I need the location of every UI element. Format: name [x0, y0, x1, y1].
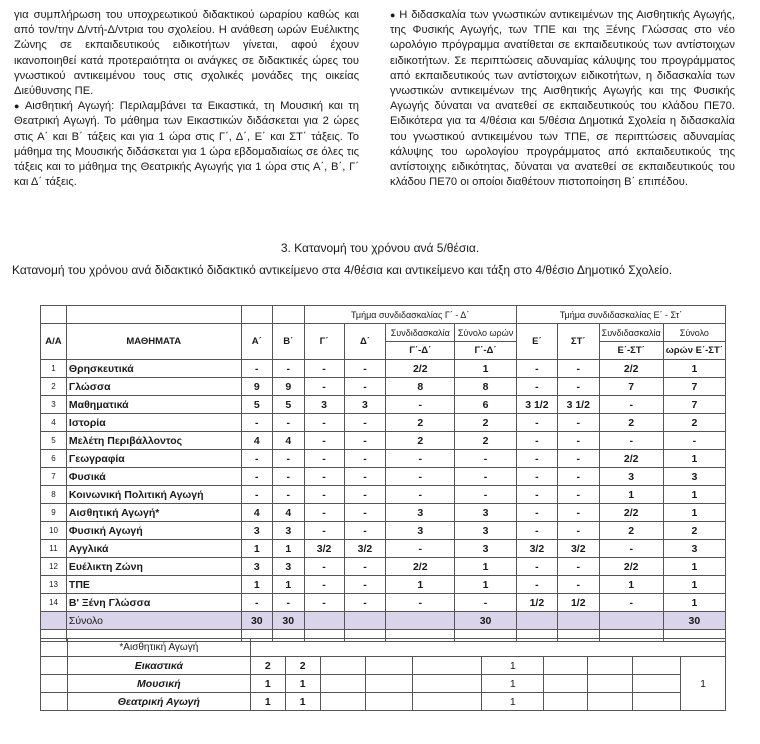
hours-cell: 2	[386, 432, 455, 450]
subject-name: ΤΠΕ	[66, 576, 241, 594]
hours-cell: 7	[599, 378, 663, 396]
hours-cell: -	[344, 576, 386, 594]
hours-cell: 4	[273, 504, 304, 522]
hours-cell: 3	[344, 396, 386, 414]
subject-name: Αισθητική Αγωγή*	[66, 504, 241, 522]
hours-cell: -	[273, 360, 304, 378]
hours-cell: 3	[455, 540, 517, 558]
hours-cell: 1	[663, 558, 725, 576]
art-sum: 1	[482, 657, 544, 675]
total-est: 30	[663, 612, 725, 630]
header-b: Β΄	[273, 324, 304, 360]
header-d: Δ΄	[344, 324, 386, 360]
hours-cell: 8	[386, 378, 455, 396]
hours-cell: 2/2	[599, 504, 663, 522]
table-body	[41, 360, 726, 612]
subject-name: Β' Ξένη Γλώσσα	[66, 594, 241, 612]
art-a: 1	[250, 693, 285, 711]
row-number: 6	[41, 450, 67, 468]
header-g: Γ΄	[304, 324, 344, 360]
hours-cell: -	[344, 378, 386, 396]
hours-cell: 3/2	[516, 540, 557, 558]
hours-cell: 1	[455, 558, 517, 576]
row-number: 3	[41, 396, 67, 414]
hours-cell: 3	[663, 468, 725, 486]
hours-cell: 1/2	[516, 594, 557, 612]
row-number: 14	[41, 594, 67, 612]
hours-cell: -	[304, 468, 344, 486]
hours-cell: -	[557, 486, 599, 504]
hours-cell: 3	[241, 522, 272, 540]
header-e: Ε΄	[516, 324, 557, 360]
hours-cell: -	[557, 360, 599, 378]
hours-cell: -	[599, 396, 663, 414]
subject-name: Μαθηματικά	[66, 396, 241, 414]
hours-cell: 2/2	[386, 558, 455, 576]
hours-cell: -	[273, 594, 304, 612]
hours-cell: -	[455, 468, 517, 486]
hours-cell: -	[386, 540, 455, 558]
hours-cell: -	[599, 594, 663, 612]
subject-name: Γεωγραφία	[66, 450, 241, 468]
hours-cell: 1	[273, 540, 304, 558]
art-label: Εικαστικά	[67, 657, 250, 675]
art-b: 1	[285, 693, 320, 711]
hours-cell: 4	[241, 504, 272, 522]
hours-cell: 2/2	[599, 558, 663, 576]
table-row	[41, 558, 726, 576]
header-sum2-top: Σύνολο	[663, 324, 725, 342]
row-number: 10	[41, 522, 67, 540]
subheader-row	[41, 324, 726, 342]
art-b: 2	[285, 657, 320, 675]
hours-cell: 1	[663, 486, 725, 504]
hours-cell: 3 1/2	[557, 396, 599, 414]
table-row	[41, 450, 726, 468]
right-paragraph-1	[390, 8, 735, 190]
row-number: 12	[41, 558, 67, 576]
hours-cell: 3	[455, 504, 517, 522]
hours-cell: 6	[455, 396, 517, 414]
hours-cell: -	[273, 468, 304, 486]
time-allocation-table	[40, 305, 726, 642]
hours-cell: -	[557, 558, 599, 576]
hours-cell: 2	[663, 522, 725, 540]
hours-cell: -	[304, 414, 344, 432]
hours-cell: 3/2	[557, 540, 599, 558]
hours-cell: -	[344, 522, 386, 540]
hours-cell: -	[344, 468, 386, 486]
hours-cell: 5	[241, 396, 272, 414]
table-row	[41, 432, 726, 450]
row-number: 5	[41, 432, 67, 450]
hours-cell: -	[386, 468, 455, 486]
hours-cell: -	[273, 486, 304, 504]
hours-cell: -	[304, 378, 344, 396]
left-paragraph-2	[14, 99, 359, 190]
hours-cell: -	[516, 432, 557, 450]
total-a: 30	[241, 612, 272, 630]
hours-cell: -	[304, 558, 344, 576]
total-label: Σύνολο	[66, 612, 241, 630]
hours-cell: -	[304, 576, 344, 594]
header-gd-top: Συνδιδασκαλία	[386, 324, 455, 342]
hours-cell: 9	[273, 378, 304, 396]
hours-cell: -	[516, 378, 557, 396]
total-row	[41, 612, 726, 630]
hours-cell: -	[516, 522, 557, 540]
hours-cell: 5	[273, 396, 304, 414]
hours-cell: -	[304, 594, 344, 612]
hours-cell: -	[557, 576, 599, 594]
table-row	[41, 594, 726, 612]
hours-cell: -	[304, 504, 344, 522]
row-number: 7	[41, 468, 67, 486]
hours-cell: 3	[273, 558, 304, 576]
section-intro: Κατανομή του χρόνου ανά διδακτικό διδακτικό αντικείμενο στα 4/θέσια και αντικείμενο και τάξη στο 4/θέσιο Δημοτικό Σχολείο.	[12, 263, 673, 277]
hours-cell: -	[273, 414, 304, 432]
header-sum1-top: Σύνολο ωρών	[455, 324, 517, 342]
table-row	[41, 414, 726, 432]
subject-name: Γλώσσα	[66, 378, 241, 396]
hours-cell: -	[304, 360, 344, 378]
hours-cell: -	[344, 414, 386, 432]
hours-cell: 2/2	[386, 360, 455, 378]
hours-cell: -	[241, 360, 272, 378]
hours-cell: 2	[386, 414, 455, 432]
hours-cell: 1	[241, 540, 272, 558]
right-text-column	[390, 8, 735, 190]
hours-cell: -	[599, 540, 663, 558]
hours-cell: 3	[241, 558, 272, 576]
hours-cell: -	[557, 432, 599, 450]
header-sum1-bottom: Γ΄-Δ΄	[455, 342, 517, 360]
header-st: ΣΤ΄	[557, 324, 599, 360]
hours-cell: 1	[241, 576, 272, 594]
table-row	[41, 576, 726, 594]
header-subjects: ΜΑΘΗΜΑΤΑ	[66, 324, 241, 360]
hours-cell: 2	[455, 432, 517, 450]
art-row	[41, 675, 726, 693]
hours-cell: 1	[599, 576, 663, 594]
hours-cell: 2/2	[599, 360, 663, 378]
table-row	[41, 504, 726, 522]
art-header: *Αισθητική Αγωγή	[67, 639, 250, 657]
art-label: Μουσική	[67, 675, 250, 693]
hours-cell: 2	[599, 522, 663, 540]
subject-name: Ευέλικτη Ζώνη	[66, 558, 241, 576]
hours-cell: -	[455, 594, 517, 612]
hours-cell: 9	[241, 378, 272, 396]
art-b: 1	[285, 675, 320, 693]
hours-cell: 1	[455, 576, 517, 594]
table-row	[41, 360, 726, 378]
hours-cell: 7	[663, 396, 725, 414]
hours-cell: -	[516, 558, 557, 576]
subject-name: Ιστορία	[66, 414, 241, 432]
hours-cell: -	[344, 486, 386, 504]
hours-cell: 3	[273, 522, 304, 540]
row-number: 8	[41, 486, 67, 504]
hours-cell: 1	[663, 504, 725, 522]
group-header-row	[41, 306, 726, 324]
hours-cell: 1	[663, 594, 725, 612]
right-paragraph-1-text: Η διδασκαλία των γνωστικών αντικειμένων της Αισθητικής Αγωγής, της Φυσικής Αγωγής, των ΤΠΕ και της Ξένης Γλώσσας στο νέο ωρολόγιο πρόγραμμα ανατίθεται σε εκπαιδευτικούς των αντίστοιχων ειδικοτήτων. Σε περιπτώσεις αδυναμίας κάλυψης του προγράμματος από εκπαιδευτικούς των αντίστοιχων ειδικοτήτων, η διδασκαλία των γνωστικών αντικειμένων της Αισθητικής Αγωγής και της Φυσικής Αγωγής δύναται να ανατεθεί σε εκπαιδευτικούς του κλάδου ΠΕ70. Ειδικότερα για τα 4/θέσια και 5/θέσια Δημοτικά Σχολεία η διδασκαλία του γνωστικού αντικειμένου των ΤΠΕ, σε περιπτώσεις αδυναμίας κάλυψης του ωρολογίου προγράμματος από εκπαιδευτικούς της αντίστοιχης ειδικότητας, δύναται να ανατεθεί σε εκπαιδευτικούς του κλάδου ΠΕ70 οι οποίοι διαθέτουν πιστοποίηση Β΄ επιπέδου.	[390, 9, 735, 189]
subject-name: Μελέτη Περιβάλλοντος	[66, 432, 241, 450]
hours-cell: 1	[455, 360, 517, 378]
header-sum2-bottom: ωρών Ε΄-ΣΤ΄	[663, 342, 725, 360]
hours-cell: 1	[599, 486, 663, 504]
hours-cell: -	[304, 486, 344, 504]
group-header-gd: Τμήμα συνδιδασκαλίας Γ΄ - Δ΄	[304, 306, 516, 324]
hours-cell: 3	[599, 468, 663, 486]
left-text-column	[14, 8, 359, 190]
hours-cell: -	[557, 414, 599, 432]
subject-name: Αγγλικά	[66, 540, 241, 558]
hours-cell: -	[241, 594, 272, 612]
header-est-bottom: Ε΄-ΣΤ΄	[599, 342, 663, 360]
subject-name: Θρησκευτικά	[66, 360, 241, 378]
hours-cell: -	[557, 450, 599, 468]
group-header-est: Τμήμα συνδιδασκαλίας Ε΄ - Στ΄	[516, 306, 725, 324]
left-paragraph-1: για συμπλήρωση του υποχρεωτικού διδακτικού ωραρίου καθώς και από τον/την Δ/ντή-Δ/ντρια του σχολείου. Η ανάθεση ωρών Ευέλικτης Ζώνης σε εκπαιδευτικούς ειδικοτήτων γίνεται, αφού έχουν ικανοποιηθεί κατά προτεραιότητα οι ανάγκες σε διδακτικές ώρες του γνωστικού αντικειμένου τους στις σχολικές μονάδες της οικείας Διεύθυνσης ΠΕ.	[14, 9, 359, 98]
hours-cell: -	[344, 432, 386, 450]
row-number: 2	[41, 378, 67, 396]
row-number: 4	[41, 414, 67, 432]
hours-cell: 4	[241, 432, 272, 450]
hours-cell: -	[455, 450, 517, 468]
total-b: 30	[273, 612, 304, 630]
section-title: 3. Κατανομή του χρόνου ανά 5/θέσια.	[280, 241, 480, 255]
hours-cell: -	[344, 360, 386, 378]
hours-cell: -	[557, 468, 599, 486]
row-number: 11	[41, 540, 67, 558]
hours-cell: -	[557, 378, 599, 396]
table-row	[41, 396, 726, 414]
art-sum: 1	[482, 675, 544, 693]
hours-cell: -	[344, 450, 386, 468]
hours-cell: 2	[599, 414, 663, 432]
hours-cell: -	[344, 594, 386, 612]
art-sum: 1	[482, 693, 544, 711]
row-number: 9	[41, 504, 67, 522]
header-gd-bottom: Γ΄-Δ΄	[386, 342, 455, 360]
hours-cell: -	[241, 468, 272, 486]
hours-cell: 8	[455, 378, 517, 396]
hours-cell: -	[241, 414, 272, 432]
hours-cell: 4	[273, 432, 304, 450]
hours-cell: 1	[663, 450, 725, 468]
art-header-row	[41, 639, 726, 657]
hours-cell: -	[599, 432, 663, 450]
hours-cell: -	[386, 486, 455, 504]
art-row	[41, 693, 726, 711]
hours-cell: 7	[663, 378, 725, 396]
hours-cell: -	[455, 486, 517, 504]
hours-cell: 3	[663, 540, 725, 558]
hours-cell: 3 1/2	[516, 396, 557, 414]
table-row	[41, 540, 726, 558]
hours-cell: 3/2	[344, 540, 386, 558]
hours-cell: -	[557, 504, 599, 522]
hours-cell: -	[516, 576, 557, 594]
hours-cell: -	[663, 432, 725, 450]
aesthetic-education-table	[40, 638, 726, 711]
hours-cell: -	[304, 450, 344, 468]
hours-cell: 3	[386, 504, 455, 522]
table-row	[41, 378, 726, 396]
row-number: 13	[41, 576, 67, 594]
hours-cell: 2	[663, 414, 725, 432]
hours-cell: -	[516, 450, 557, 468]
hours-cell: 1	[273, 576, 304, 594]
hours-cell: 3	[386, 522, 455, 540]
hours-cell: -	[304, 522, 344, 540]
art-label: Θεατρική Αγωγή	[67, 693, 250, 711]
hours-cell: 3	[455, 522, 517, 540]
art-merged-est: 1	[681, 657, 726, 711]
hours-cell: -	[516, 414, 557, 432]
art-a: 1	[250, 675, 285, 693]
hours-cell: 2/2	[599, 450, 663, 468]
table-row	[41, 522, 726, 540]
table-row	[41, 468, 726, 486]
hours-cell: -	[241, 450, 272, 468]
subject-name: Φυσικά	[66, 468, 241, 486]
total-gd: 30	[455, 612, 517, 630]
hours-cell: 3	[304, 396, 344, 414]
hours-cell: -	[344, 558, 386, 576]
hours-cell: 1	[386, 576, 455, 594]
hours-cell: 3/2	[304, 540, 344, 558]
hours-cell: -	[386, 450, 455, 468]
hours-cell: -	[304, 432, 344, 450]
header-est-top: Συνδιδασκαλία	[599, 324, 663, 342]
hours-cell: 1	[663, 576, 725, 594]
hours-cell: 1/2	[557, 594, 599, 612]
left-paragraph-2-text: Αισθητική Αγωγή: Περιλαμβάνει τα Εικαστικά, τη Μουσική και τη Θεατρική Αγωγή. Το μάθημα των Εικαστικών διδάσκεται για 2 ώρες στις Α΄ και Β΄ τάξεις και για 1 ώρα στις Γ΄, Δ΄, Ε΄ και ΣΤ΄ τάξεις. Το μάθημα της Μουσικής διδάσκεται για 1 ώρα εβδομαδιαίως σε όλες τις τάξεις και το μάθημα της Θεατρικής Αγωγής για 1 ώρα στις Α΄, Β΄, Γ΄ και Δ΄ τάξεις.	[14, 100, 359, 189]
hours-cell: -	[557, 522, 599, 540]
subject-name: Φυσική Αγωγή	[66, 522, 241, 540]
hours-cell: 1	[663, 360, 725, 378]
hours-cell: -	[241, 486, 272, 504]
hours-cell: -	[273, 450, 304, 468]
hours-cell: -	[516, 468, 557, 486]
hours-cell: -	[386, 594, 455, 612]
art-row	[41, 657, 726, 675]
table-row	[41, 486, 726, 504]
hours-cell: -	[386, 396, 455, 414]
hours-cell: -	[516, 486, 557, 504]
hours-cell: 2	[455, 414, 517, 432]
hours-cell: -	[516, 360, 557, 378]
row-number: 1	[41, 360, 67, 378]
hours-cell: -	[516, 504, 557, 522]
header-aa: Α/Α	[41, 324, 67, 360]
hours-cell: -	[344, 504, 386, 522]
art-a: 2	[250, 657, 285, 675]
header-a: Α΄	[241, 324, 272, 360]
subject-name: Κοινωνική Πολιτική Αγωγή	[66, 486, 241, 504]
